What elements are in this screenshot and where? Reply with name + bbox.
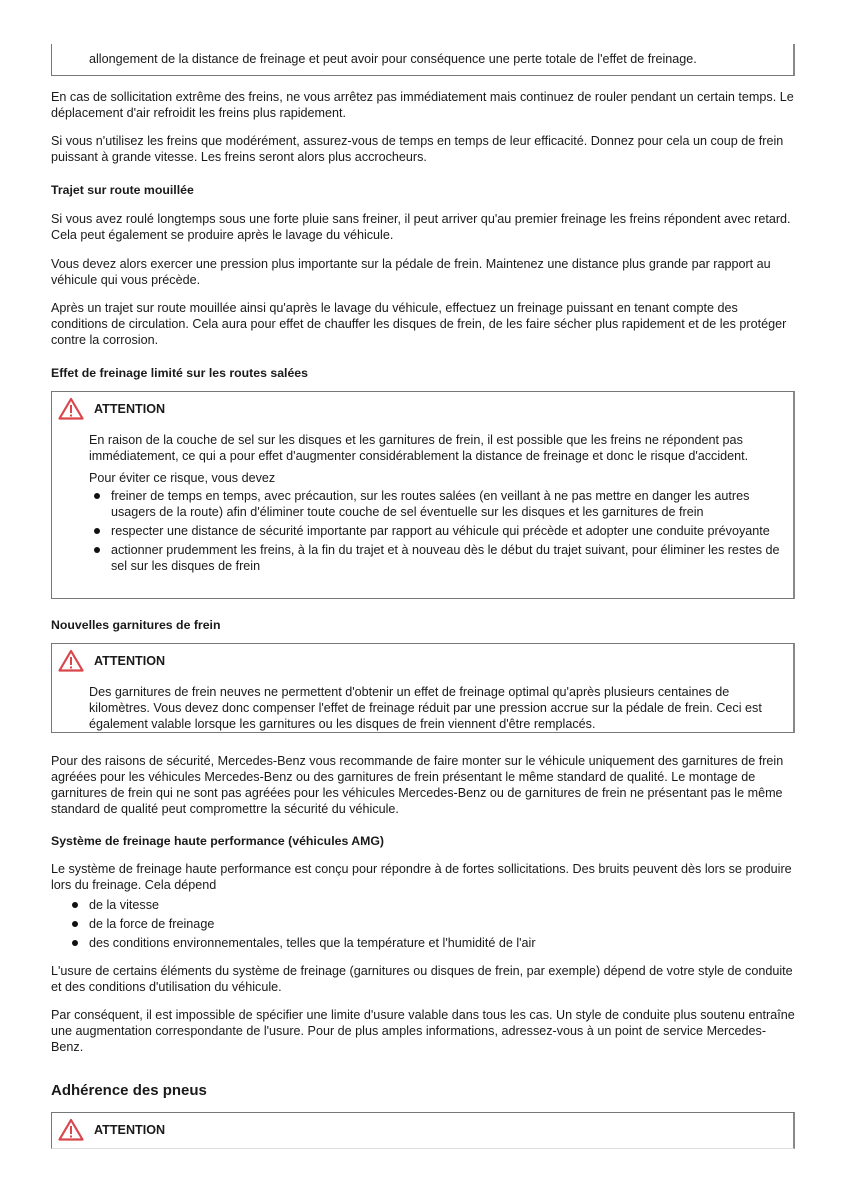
warning-box-salt	[51, 391, 795, 599]
list-item: de la force de freinage	[67, 916, 812, 932]
list-item: des conditions environnementales, telles que la température et l'humidité de l'air	[67, 935, 812, 951]
warning-list	[89, 488, 783, 574]
warning-header	[58, 1118, 165, 1141]
warning-text: En raison de la couche de sel sur les disques et les garnitures de frein, il est possible que les freins ne répondent pas immédiatement, ce qui a pour effet d'augmenter considérablement la distance de freinage et donc le risque d'accident.	[89, 433, 749, 463]
warning-triangle-icon	[58, 397, 84, 420]
warning-triangle-icon	[58, 649, 84, 672]
warning-intro: Pour éviter ce risque, vous devez	[89, 471, 276, 485]
warning-triangle-icon	[58, 1118, 84, 1141]
warning-title: ATTENTION	[94, 401, 166, 416]
warning-header	[58, 397, 165, 420]
paragraph: Par conséquent, il est impossible de spécifier une limite d'usure valable dans tous les cas. Un style de conduite plus soutenu entraîne une augmentation correspondante de l'usure. Pour de plus amples informations, adressez-vous à un point de service Mercedes-Benz.	[51, 1008, 795, 1054]
paragraph: Si vous avez roulé longtemps sous une forte pluie sans freiner, il peut arriver qu'au premier freinage les freins répondent avec retard. Cela peut également se produire après le lavage du véhicule.	[51, 212, 791, 242]
warning-header	[58, 649, 165, 672]
warning-body	[89, 432, 783, 577]
section-heading: Effet de freinage limité sur les routes salées	[51, 366, 308, 380]
paragraph: Pour des raisons de sécurité, Mercedes-Benz vous recommande de faire monter sur le véhicule uniquement des garnitures de frein agréées pour les véhicules Mercedes-Benz ou des garnitures de frein présentant le même standard de qualité. Le montage de garnitures de frein qui ne sont pas agréées pour les véhicules Mercedes-Benz ou de garnitures de frein ne présentant pas le même standard de qualité peut compromettre la sécurité du véhicule.	[51, 754, 784, 816]
paragraph: L'usure de certains éléments du système de freinage (garnitures ou disques de frein, par exemple) dépend de votre style de conduite et des conditions d'utilisation du véhicule.	[51, 964, 793, 994]
warning-box-new-pads	[51, 643, 795, 733]
warning-box-continued	[51, 44, 795, 76]
paragraph: Vous devez alors exercer une pression plus importante sur la pédale de frein. Maintenez une distance plus grande par rapport au véhicule qui vous précède.	[51, 257, 771, 287]
paragraph: En cas de sollicitation extrême des freins, ne vous arrêtez pas immédiatement mais continuez de rouler pendant un certain temps. Le déplacement d'air refroidit les freins plus rapidement.	[51, 90, 794, 120]
list-item: actionner prudemment les freins, à la fin du trajet et à nouveau dès le début du trajet suivant, pour éliminer les restes de sel sur les disques de frein	[89, 542, 783, 574]
section-heading: Système de freinage haute performance (véhicules AMG)	[51, 834, 385, 848]
warning-text: allongement de la distance de freinage et peut avoir pour conséquence une perte totale de l'effet de freinage.	[89, 52, 697, 66]
list-item: de la vitesse	[67, 897, 812, 913]
paragraph: Le système de freinage haute performance est conçu pour répondre à de fortes sollicitations. Des bruits peuvent dès lors se produire lors du freinage. Cela dépend	[51, 862, 792, 892]
warning-title: ATTENTION	[94, 1122, 166, 1137]
section-heading: Trajet sur route mouillée	[51, 183, 194, 197]
warning-text: Des garnitures de frein neuves ne permettent d'obtenir un effet de freinage optimal qu'après plusieurs centaines de kilomètres. Vous devez donc compenser l'effet de freinage réduit par une pression accrue sur la pédale de frein. Ceci est également valable lorsque les garnitures ou les disques de frein viennent d'être remplacés.	[89, 685, 762, 731]
list-item: respecter une distance de sécurité importante par rapport au véhicule qui précède et adopter une conduite prévoyante	[89, 523, 783, 539]
warning-title: ATTENTION	[94, 653, 166, 668]
paragraph: Après un trajet sur route mouillée ainsi qu'après le lavage du véhicule, effectuez un freinage puissant en tenant compte des conditions de circulation. Cela aura pour effet de chauffer les disques de frein, de les faire sécher plus rapidement et de les protéger contre la corrosion.	[51, 301, 787, 347]
paragraph: Si vous n'utilisez les freins que modérément, assurez-vous de temps en temps de leur efficacité. Donnez pour cela un coup de frein puissant à grande vitesse. Les freins seront alors plus accrocheurs.	[51, 134, 784, 164]
warning-box-tires	[51, 1112, 795, 1149]
amg-factor-list	[67, 897, 812, 954]
list-item: freiner de temps en temps, avec précaution, sur les routes salées (en veillant à ne pas mettre en danger les autres usagers de la route) afin d'éliminer toute couche de sel éventuelle sur les disques et les garnitures de frein	[89, 488, 783, 520]
chapter-heading: Adhérence des pneus	[51, 1082, 207, 1099]
section-heading: Nouvelles garnitures de frein	[51, 618, 221, 632]
